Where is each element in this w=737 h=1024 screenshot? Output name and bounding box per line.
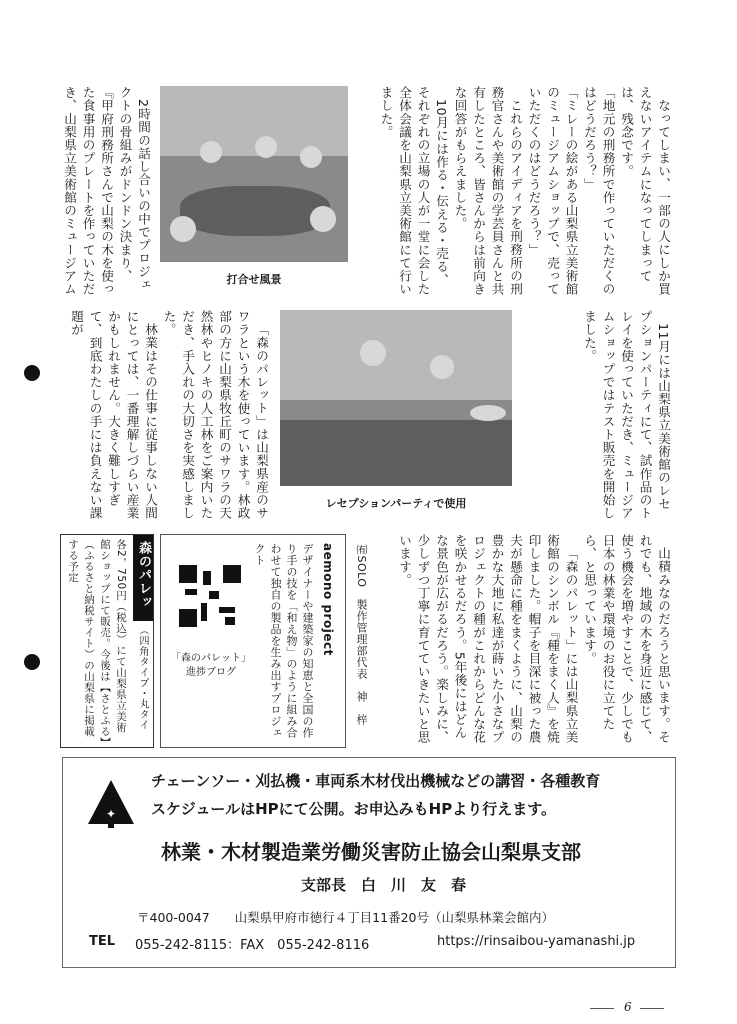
ad-address: 〒400-0047 山梨県甲府市徳行４丁目11番20号（山梨県林業会館内）	[137, 910, 554, 925]
aemono-title: aemono project	[321, 543, 335, 656]
page-number: 6	[624, 1000, 632, 1014]
qr-caption-sub: 進捗ブログ	[186, 667, 236, 678]
paragraph: 11月には山梨県立美術館のレセプションパーティにて、試作品のトレイを使っていただき、ミュージアムショップではテスト販売を開始しました。	[582, 310, 671, 520]
meeting-photo	[160, 86, 348, 262]
ad-training-line: チェーンソー・刈払機・車両系木材伐出機械などの講習・各種教育	[151, 772, 601, 790]
footer-advertisement	[62, 757, 676, 968]
ad-organization-name: 林業・木材製造業労働災害防止協会山梨県支部	[161, 840, 581, 864]
punch-hole-top	[24, 365, 40, 381]
aemono-description: デザイナーや建築家の知恵と全国の作り手の技を「和え物」のように組み合わせて独自の製品を生み出すプロジェクト	[253, 543, 314, 739]
page-number-rule-right	[640, 1008, 664, 1009]
tree-logo-icon	[86, 778, 136, 830]
ad-tel-label: TEL	[89, 934, 116, 949]
mori-palette-box	[60, 534, 154, 748]
paragraph: 「森のパレット」には山梨県立美術館のシンボル『種をまく人』を焼印しました。帽子を目深に被った農夫が懸命に種をまくように、山梨の豊かな大地に私達が蒔いた小さなプロジェクトの種がこれからどんな花を咲かせるだろう。5年後にはどんな景色が広がるだろう。楽しみに、少しずつ丁寧に育てていきたいと思います。	[397, 534, 579, 744]
article-column-3	[60, 310, 270, 522]
article-author: ㈲SOLO 製作管理部代表 神 梓	[355, 544, 368, 726]
mori-title: 森のパレッ	[133, 535, 153, 621]
article-column-4	[366, 534, 672, 746]
quote: 「ミレーの絵がある山梨県立美術館のミュージアムショップで、売っていただくのはどうだろう？」	[526, 86, 579, 296]
quote: 「地元の刑務所で作っていただくのはどうだろう？」	[582, 86, 616, 296]
mori-subtitle: （四角タイプ・丸タイ	[137, 625, 148, 730]
svg-text:✦: ✦	[105, 807, 117, 821]
paragraph: これらのアイディアを刑務所の刑務官さんや美術館の学芸員さんと共有したところ、皆さんからは前向きな回答がもらえました。	[452, 86, 523, 296]
article-column-2	[60, 86, 152, 298]
meeting-photo-caption: 打合せ風景	[226, 273, 282, 286]
paragraph: なってしまい、一部の人にしか買えないアイテムになってしまっては、残念です。	[619, 86, 671, 296]
ad-website-link[interactable]: https://rinsaibou-yamanashi.jp	[437, 934, 636, 949]
page-number-rule-left	[590, 1008, 614, 1009]
ad-phone-fax: 055-242-8115：FAX 055-242-8116	[135, 938, 370, 953]
ad-chief: 支部長 白 川 友 春	[301, 876, 467, 894]
paragraph: 林業はその仕事に従事しない人間にとっては、一番理解しづらい産業かもしれません。大きく難しすぎて、到底わたしの手には負えない課題が	[69, 310, 158, 520]
paragraph: 「森のパレット」は山梨県産のサワラという木を使っています。林政部の方に山梨県牧丘町のサワラの天然林やヒノキの人工林をご案内いただき、手入れの大切さを実感しました。	[161, 310, 269, 520]
paragraph: 10月には作る・伝える・売る、それぞれの立場の人が一堂に会した全体会議を山梨県立美術館にて行いました。	[378, 86, 449, 296]
paragraph: 2時間の話し合いの中でプロジェクトの骨組みがドンドン決まり、『甲府刑務所さんで山梨の木を使った食事用のプレートを作っていただき、山梨県立美術館のミュージアム	[62, 86, 151, 296]
paragraph: 山積みなのだろうと思います。それでも、地域の木を身近に感じて、使う機会を増やすことで、少しでも日本の林業や環境のお役に立てたら、と思っています。	[582, 534, 671, 744]
reception-photo	[280, 310, 512, 486]
aemono-project-box	[160, 534, 346, 748]
qr-caption-title: 「森のパレット」	[171, 653, 251, 664]
article-column-1	[366, 86, 672, 298]
article-column-2b	[520, 310, 672, 522]
reception-photo-caption: レセプションパーティで使用	[325, 497, 467, 510]
mori-description: 各2，750円（税込）にて山梨県立美術館ショップにて販売。今後は【さとふる】（ふるさと納税サイト）の山梨県に掲載する予定	[67, 539, 127, 743]
punch-hole-bottom	[24, 654, 40, 670]
ad-schedule-line: スケジュールはHPにて公開。お申込みもHPより行えます。	[151, 800, 556, 818]
qr-code[interactable]	[179, 565, 241, 627]
